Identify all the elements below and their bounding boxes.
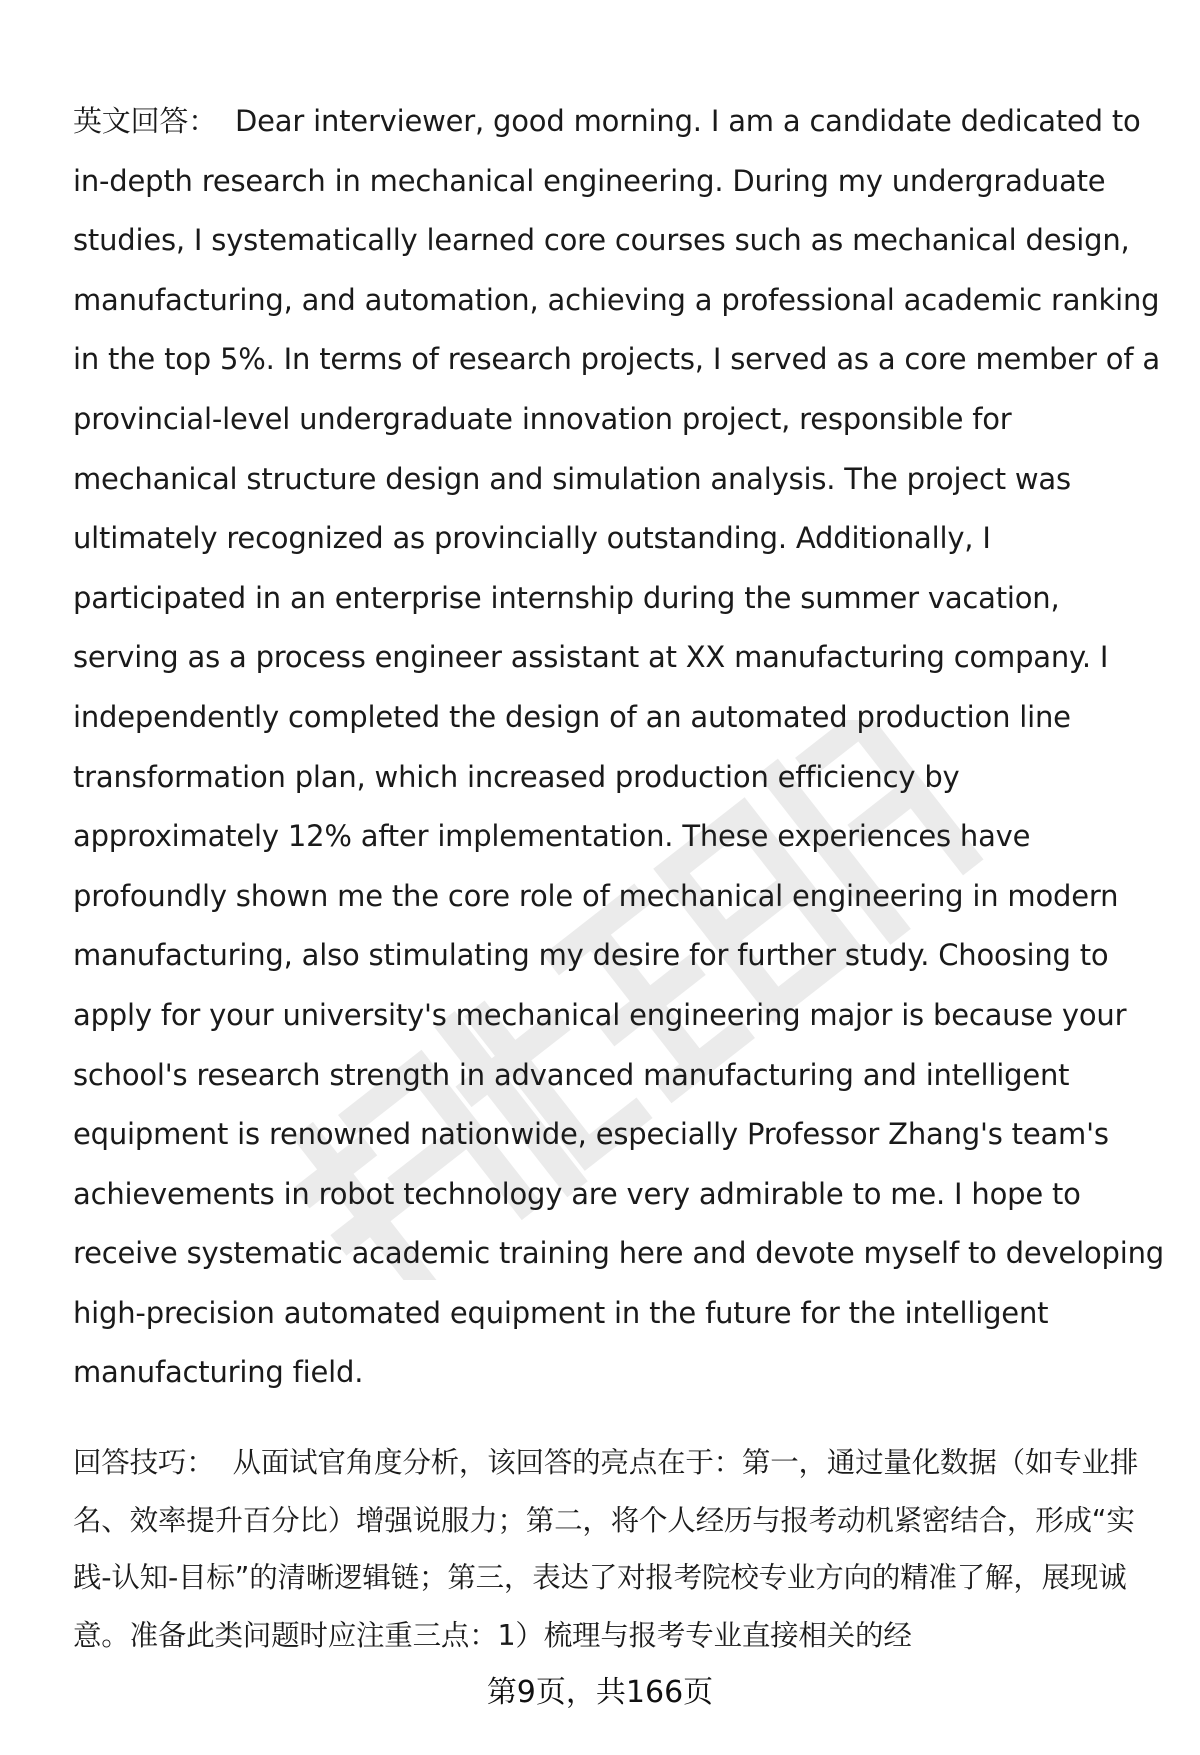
tips-paragraph <box>73 1434 1165 1666</box>
tips-text: 从面试官角度分析，该回答的亮点在于：第一，通过量化数据（如专业排名、效率提升百分比）增强说服力；第二，将个人经历与报考动机紧密结合，形成“实践-认知-目标”的清晰逻辑链；第三，表达了对报考院校专业方向的精准了解，展现诚意。准备此类问题时应注重三点：1）梳理与报考专业直接相关的经 <box>73 1446 1139 1652</box>
answer-text: Dear interviewer, good morning. I am a candidate dedicated to in-depth research in mechanical engineering. During my undergraduate studies, I systematically learned core courses such as mechanical design, manufacturing, and automation, achieving a professional academic ranking in the top 5%. In terms of research projects, I served as a core member of a provincial-level undergraduate innovation project, responsible for mechanical structure design and simulation analysis. The project was ultimately recognized as provincially outstanding. Additionally, I participated in an enterprise internship during the summer vacation, serving as a process engineer assistant at XX manufacturing company. I independently completed the design of an automated production line transformation plan, which increased production efficiency by approximately 12% after implementation. These experiences have profoundly shown me the core role of mechanical engineering in modern manufacturing, also stimulating my desire for further study. Choosing to apply for your university's mechanical engineering major is because your school's research strength in advanced manufacturing and intelligent equipment is renowned nationwide, especially Professor Zhang's team's achievements in robot technology are very admirable to me. I hope to receive systematic academic training here and devote myself to developing high-precision automated equipment in the future for the intelligent manufacturing field. <box>73 104 1164 1390</box>
answer-label: 英文回答： <box>73 104 218 138</box>
page-number-footer: 第9页，共166页 <box>486 1675 714 1710</box>
answer-paragraph <box>73 92 1165 1403</box>
tips-label: 回答技巧： <box>73 1446 215 1479</box>
